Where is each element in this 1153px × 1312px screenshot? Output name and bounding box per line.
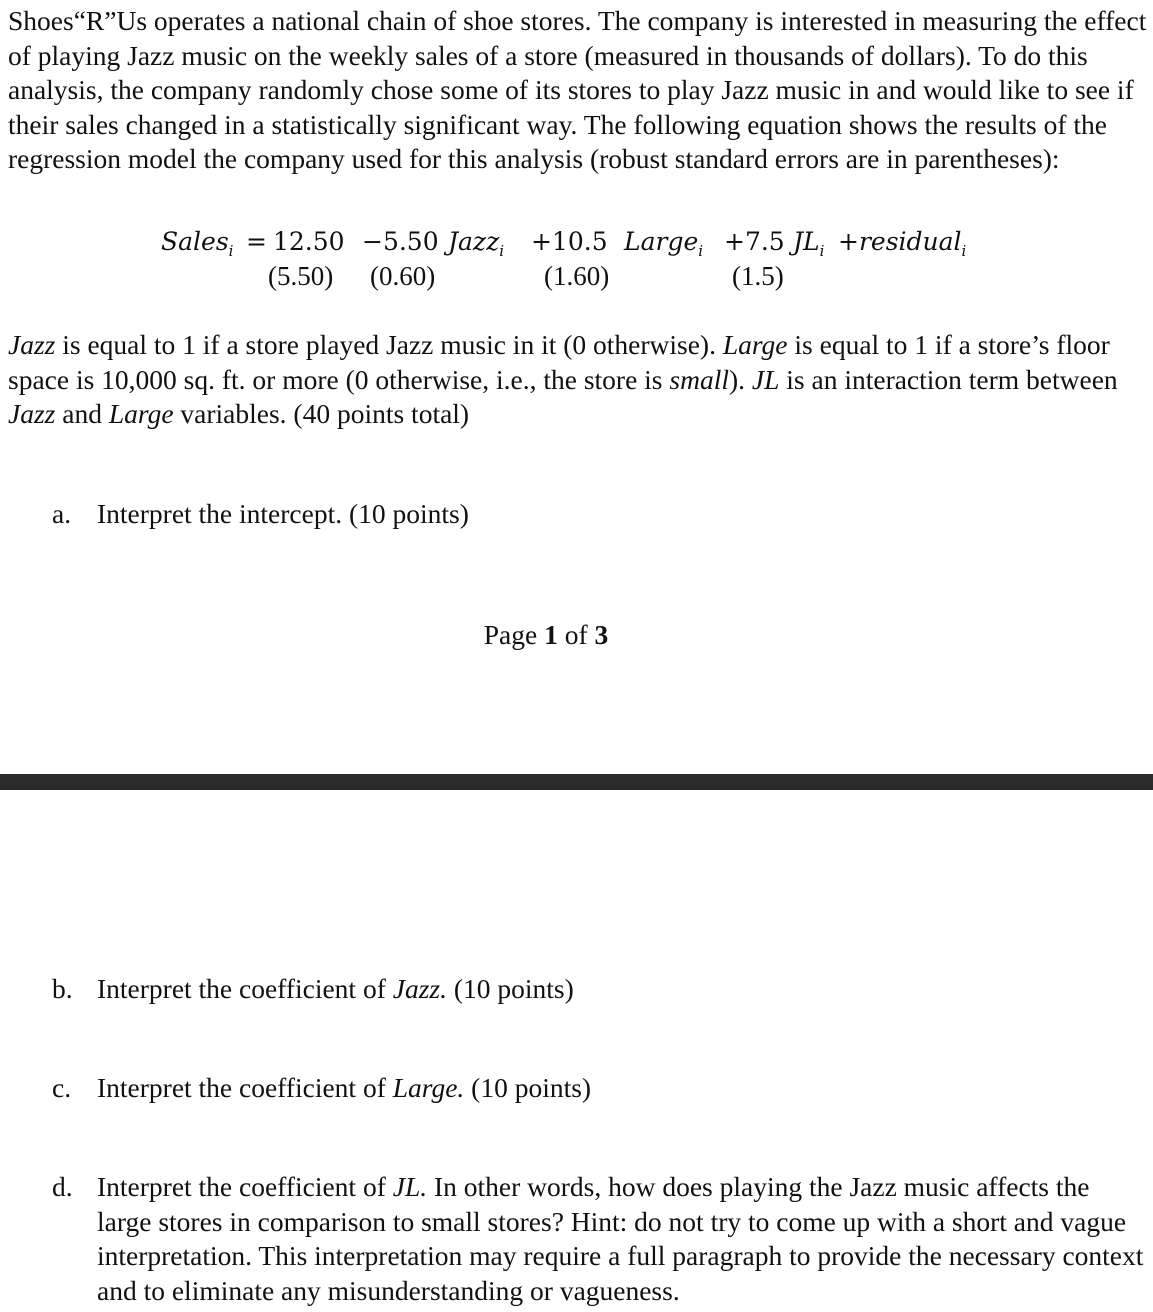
question-c-text: Interpret the coefficient of Large. (10 points) — [97, 1072, 592, 1103]
intro-paragraph: Shoes“R”Us operates a national chain of shoe stores. The company is interested in measuring the effect of playing Jazz music on the weekly sales of a store (measured in thousands of dollars). To do this analysis, the company randomly chose some of its stores to play Jazz music in and would like to see if their sales changed in a statistically significant way. The following equation shows the results of the regression model the company used for this analysis (robust standard errors are in parentheses): — [8, 5, 1147, 174]
eq-equals: = — [246, 227, 267, 256]
variable-definitions: Jazz is equal to 1 if a store played Jazz music in it (0 otherwise). Large is equal to 1 if a store’s floor space is 10,000 sq. ft. or more (0 otherwise, i.e., the store is small). JL is an interaction term between Jazz and Large variables. (40 points total) — [8, 329, 1118, 429]
question-d-label: d. — [52, 1171, 73, 1202]
eq-jl-coef: +7.5 — [724, 227, 785, 256]
question-a-text: Interpret the intercept. (10 points) — [97, 498, 469, 529]
question-d-text: Interpret the coefficient of JL. In other words, how does playing the Jazz music affects the large stores in comparison to small stores? Hint: do not try to come up with a short and vague interpretation. This interpretation may require a full paragraph to provide the necessary context and to eliminate any misunderstanding or vagueness. — [97, 1171, 1144, 1306]
page-number: Page 1 of 3 — [483, 619, 609, 650]
se-jazz: (0.60) — [370, 261, 436, 291]
question-a-label: a. — [52, 498, 72, 529]
question-c-label: c. — [52, 1072, 72, 1103]
question-b-text: Interpret the coefficient of Jazz. (10 points) — [97, 973, 574, 1004]
eq-jl-var: $JL_i$ — [793, 227, 825, 260]
eq-jazz-coef: −5.50 — [362, 227, 439, 256]
eq-lhs: Sales$_i$ — [161, 227, 234, 260]
eq-large-var: Large$_i$ — [624, 227, 704, 260]
se-intercept: (5.50) — [268, 261, 334, 291]
eq-intercept: 12.50 — [273, 227, 345, 256]
se-jl: (1.5) — [732, 261, 784, 291]
eq-residual: +residual$_i$ — [838, 227, 967, 260]
eq-large-coef: +10.5 — [531, 227, 608, 256]
eq-jazz-var: Jazz$_i$ — [448, 227, 505, 260]
se-large: (1.60) — [544, 261, 610, 291]
question-b-label: b. — [52, 973, 73, 1004]
page-break-bar — [0, 774, 1153, 790]
